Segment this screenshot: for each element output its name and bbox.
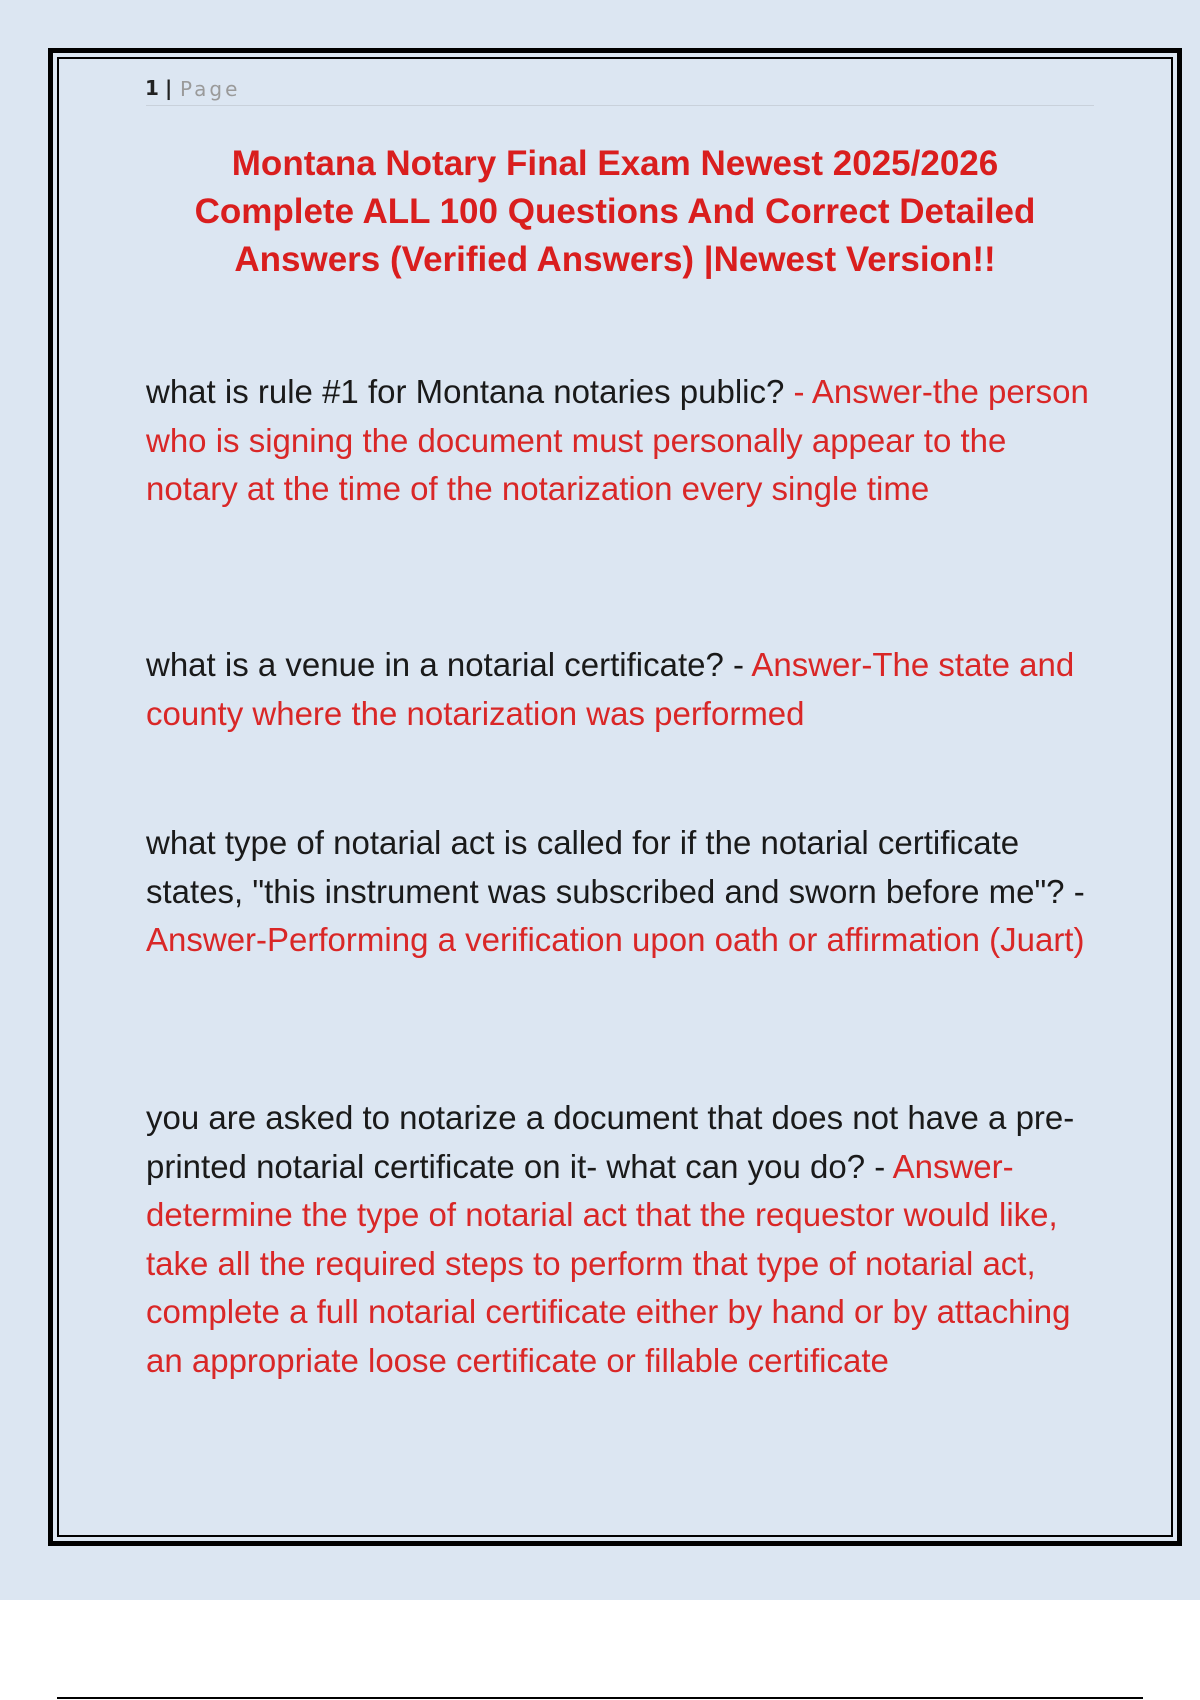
- page-number: 1: [145, 76, 159, 100]
- question-text: what is rule #1 for Montana notaries public?: [146, 373, 785, 410]
- qa-item: [146, 1094, 1096, 1385]
- answer-text: Answer-Performing a verification upon oath or affirmation (Juart): [146, 921, 1085, 958]
- page-number-separator: |: [165, 76, 173, 100]
- answer-text: Answer-The state and county where the notarization was performed: [146, 646, 1075, 732]
- document-title: Montana Notary Final Exam Newest 2025/2026 Complete ALL 100 Questions And Correct Detailed Answers (Verified Answers) |Newest Version!!: [194, 144, 1036, 279]
- page-label: Page: [180, 77, 241, 101]
- question-text: what type of notarial act is called for if the notarial certificate states, "this instrument was subscribed and sworn before me"?: [146, 824, 1065, 910]
- qa-separator: -: [784, 373, 812, 410]
- footer-rule: [57, 1697, 1143, 1699]
- qa-separator: -: [865, 1147, 893, 1185]
- qa-item: [146, 641, 1096, 738]
- question-text: you are asked to notarize a document that does not have a pre-printed notarial certificate on it- what can you do?: [146, 1099, 1075, 1185]
- page-header-rule: [146, 70, 1094, 106]
- qa-separator: -: [1064, 872, 1085, 910]
- qa-item: [146, 819, 1096, 965]
- question-text: what is a venue in a notarial certificate?: [146, 646, 724, 683]
- answer-text: Answer-determine the type of notarial act that the requestor would like, take all the required steps to perform that type of notarial act, complete a full notarial certificate either by hand or by attaching an appropriate loose certificate or fillable certificate: [146, 1147, 1071, 1379]
- qa-item: [146, 368, 1096, 514]
- qa-separator: -: [723, 646, 752, 683]
- answer-text: Answer-the person who is signing the document must personally appear to the notary at the time of the notarization every single time: [146, 373, 1089, 507]
